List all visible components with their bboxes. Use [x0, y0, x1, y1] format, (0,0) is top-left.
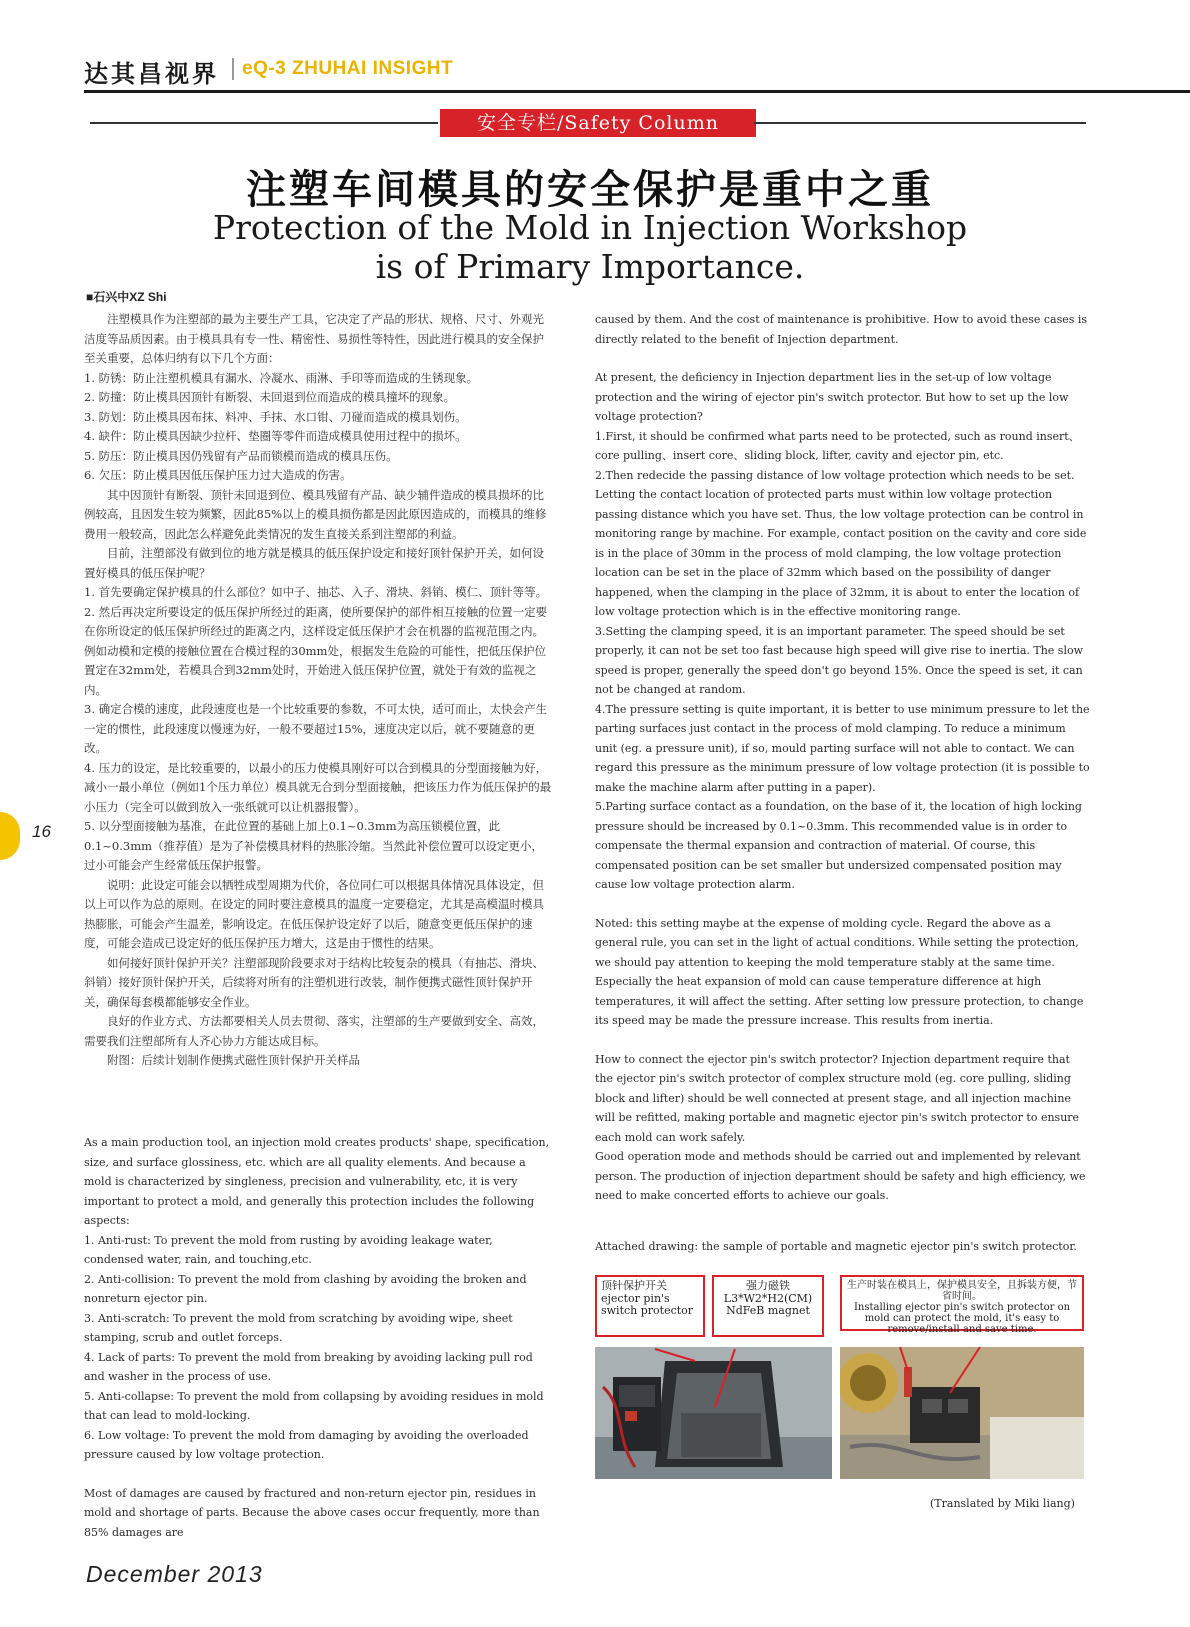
photo-installed-on-mold-graphic: [840, 1347, 1084, 1479]
cn-list-item: 5. 防压：防止模具因仍残留有产品而锁模而造成的模具压伤。: [84, 448, 398, 463]
en-step: 3.Setting the clamping speed, it is an important parameter. The speed should be set properly, it can not be set too fast because high speed will give rise to inertia. The slow speed is proper, generally the speed don't go beyond 15%. Once the speed is set, it can not be changed at random.: [595, 624, 1084, 696]
article-title-en-line2: is of Primary Importance.: [375, 247, 805, 286]
chinese-body: [84, 310, 554, 1071]
cn-paragraph: 说明：此设定可能会以牺牲成型周期为代价，各位同仁可以根据具体情况具体设定，但以上可以作为总的原则。在设定的同时要注意模具的温度一定要稳定，尤其是高模温时模具热膨胀，可能会产生温差，影响设定。在低压保护设定好了以后，随意变更低压保护的速度，可能会造成已设定好的低压保护压力增大，这是由于惯性的结果。: [84, 877, 544, 950]
cn-list-item: 3. 防划：防止模具因布抹、料冲、手抹、水口钳、刀碰而造成的模具划伤。: [84, 409, 467, 424]
magazine-name-cn: 达其昌视界: [84, 59, 219, 88]
article-title-en-line1: Protection of the Mold in Injection Workshop: [212, 208, 968, 247]
photo-switch-protector: [595, 1347, 832, 1479]
label-text-spec: L3*W2*H2(CM): [723, 1291, 813, 1305]
figure-label-installation: [840, 1275, 1084, 1335]
cn-list-item: 4. 缺件：防止模具因缺少拉杆、垫圈等零件而造成模具使用过程中的损坏。: [84, 429, 467, 443]
cn-list-item: 6. 欠压：防止模具因低压保护压力过大造成的伤害。: [84, 468, 352, 482]
en-list-item: 2. Anti-collision: To prevent the mold from clashing by avoiding the broken and nonreturn ejector pin.: [84, 1272, 527, 1305]
cn-step: 1. 首先要确定保护模具的什么部位？如中子、抽芯、入子、滑块、斜销、模仁、顶针等等。: [84, 585, 548, 599]
cn-step: 4. 压力的设定，是比较重要的，以最小的压力使模具刚好可以合到模具的分型面接触为好，减小一最小单位（例如1个压力单位）模具就无合到分型面接触，把该压力作为低压保护的最小压力（完全可以做到放入一张纸就可以让机器报警）。: [84, 760, 552, 814]
label-text-cn: 生产时装在模具上，保护模具安全，且拆装方便，节省时间。: [847, 1280, 1077, 1302]
english-body-right: [595, 310, 1090, 1206]
photo-switch-protector-graphic: [595, 1347, 832, 1479]
en-paragraph: At present, the deficiency in Injection department lies in the set-up of low voltage protection and the wiring of ejector pin's switch protector. But how to set up the low voltage protection?: [595, 371, 1069, 423]
en-paragraph: As a main production tool, an injection mold creates products' shape, specification, size, and surface glossiness, etc. which are all quality elements. And because a mold is characterized by singleness, precision and vulnerability, etc, it is very important to protect a mold, and generally this protection includes the following aspects:: [84, 1136, 550, 1227]
label-text-en: ejector pin's switch protector: [601, 1291, 694, 1317]
column-rule-left: [90, 122, 438, 124]
figure-caption: Attached drawing: the sample of portable and magnetic ejector pin's switch protector.: [595, 1240, 1077, 1253]
label-text-cn: 顶针保护开关: [601, 1279, 667, 1292]
label-text-en: Installing ejector pin's switch protector on mold can protect the mold, it's easy to remove/install and save time.: [853, 1302, 1071, 1335]
photo-installed-on-mold: [840, 1347, 1084, 1479]
figure-label-switch-protector: [595, 1275, 705, 1337]
en-step: 2.Then redecide the passing distance of low voltage protection which needs to be set. Letting the contact location of protected parts must within low voltage protection passing distance which you have set. Thus, the low voltage protection can be control in monitoring range by machine. For example, contact position on the cavity and core side is in the place of 30mm in the process of mold clamping, the low voltage protection location can be set in the place of 32mm which based on the possibility of danger happened, when the clamping in the place of 32mm, it is about to enter the location of low voltage protection which is in the effective monitoring range.: [595, 468, 1087, 618]
cn-paragraph: 如何接好顶针保护开关？注塑部现阶段要求对于结构比较复杂的模具（有抽芯、滑块、斜销）接好顶针保护开关，后续将对所有的注塑机进行改装，制作便携式磁性顶针保护开关，确保每套模都能够安全作业。: [84, 955, 544, 1009]
en-list-item: 4. Lack of parts: To prevent the mold from breaking by avoiding lacking pull rod and washer in the process of use.: [84, 1350, 533, 1383]
en-step: 4.The pressure setting is quite important, it is better to use minimum pressure to let the parting surfaces just contact in the process of mold clamping. To reduce a minimum unit (eg. a pressure unit), if so, mould parting surface will not able to contact. We can regard this pressure as the minimum pressure of low voltage protection (it is possible to make the machine alarm after putting in a paper).: [595, 702, 1090, 794]
en-paragraph: Noted: this setting maybe at the expense of molding cycle. Regard the above as a general rule, you can set in the light of actual conditions. While setting the protection, we should pay attention to keeping the mold temperature stably at the same time. Especially the heat expansion of mold can cause temperature difference at high temperatures, it will affect the setting. After setting low pressure protection, to change its speed may be made the pressure increase. This results from inertia.: [595, 916, 1084, 1027]
cn-step: 3. 确定合模的速度，此段速度也是一个比较重要的参数，不可太快，适可而止，太快会产生一定的惯性，此段速度以慢速为好，一般不要超过15%，速度决定以后，就不要随意的更改。: [84, 702, 548, 755]
en-paragraph: Most of damages are caused by fractured and non-return ejector pin, residues in mold and shortage of parts. Because the above cases occur frequently, more than 85% damages are: [84, 1486, 540, 1539]
en-step: 1.First, it should be confirmed what parts need to be protected, such as round insert、core pulling、insert core、sliding block, lifter, cavity and ejector pin, etc.: [595, 429, 1080, 462]
cn-step: 5. 以分型面接触为基准，在此位置的基础上加上0.1~0.3mm为高压锁模位置，此0.1~0.3mm（推荐值）是为了补偿模具材料的热胀冷缩。当然此补偿位置可以设定更小，过小可能会产生经常低压保护报警。: [84, 819, 544, 872]
en-list-item: 6. Low voltage: To prevent the mold from damaging by avoiding the overloaded pressure caused by low voltage protection.: [84, 1428, 529, 1461]
cn-paragraph: 注塑模具作为注塑部的最为主要生产工具，它决定了产品的形状、规格、尺寸、外观光洁度等品质因素。由于模具具有专一性、精密性、易损性等特性，因此进行模具的安全保护至关重要，总体归纳有以下几个方面：: [84, 312, 544, 365]
label-text-en: NdFeB magnet: [726, 1304, 810, 1317]
cn-step: 2. 然后再决定所要设定的低压保护所经过的距离，使所要保护的部件相互接触的位置一定要在你所设定的低压保护所经过的距离之内，这样设定低压保护才会在机器的监视范围之内。例如动模和定模的接触位置在合模过程的30mm处，根据发生危险的可能性，把低压保护位置定在32mm处，若模具合到32mm处时，开始进入低压保护位置，就处于有效的监视之内。: [84, 604, 548, 697]
cn-list-item: 2. 防撞：防止模具因顶针有断裂、未回退到位而造成的模具撞坏的现象。: [84, 390, 456, 404]
cn-paragraph: 附图：后续计划制作便携式磁性顶针保护开关样品: [107, 1053, 360, 1067]
label-text-cn: 强力磁铁: [746, 1279, 790, 1292]
issue-date: December 2013: [86, 1561, 263, 1587]
page-number: 16: [32, 822, 51, 841]
en-paragraph: How to connect the ejector pin's switch protector? Injection department require that the ejector pin's switch protector of complex structure mold (eg. core pulling, sliding block and lifter) should be well connected at present stage, and all injection machine will be refitted, making portable and magnetic ejector pin's switch protector to ensure each mold can work safely.: [595, 1052, 1080, 1144]
column-banner: 安全专栏/Safety Column: [440, 109, 756, 137]
cn-list-item: 1. 防锈：防止注塑机模具有漏水、冷凝水、雨淋、手印等而造成的生锈现象。: [84, 370, 479, 385]
cn-paragraph: 其中因顶针有断裂、顶针未回退到位、模具残留有产品、缺少辅件造成的模具损坏的比例较高，且因发生较为频繁，因此85%以上的模具损伤都是因此原因造成的，而模具的维修费用一般较高，因此怎么样避免此类情况的发生直接关系到注塑部的利益。: [84, 487, 547, 541]
cn-paragraph: 良好的作业方式、方法都要相关人员去贯彻、落实，注塑部的生产要做到安全、高效，需要我们注塑部所有人齐心协力方能达成目标。: [84, 1014, 544, 1048]
cn-paragraph: 目前，注塑部没有做到位的地方就是模具的低压保护设定和接好顶针保护开关，如何设置好模具的低压保护呢？: [84, 546, 544, 580]
en-list-item: 1. Anti-rust: To prevent the mold from rusting by avoiding leakage water, condensed water, rain, and touching,etc.: [84, 1233, 493, 1266]
magazine-name-en: eQ-3 ZHUHAI INSIGHT: [242, 58, 454, 79]
en-paragraph: Good operation mode and methods should be carried out and implemented by relevant person. The production of injection department should be safety and high efficiency, we need to make concerted efforts to achieve our goals.: [595, 1150, 1086, 1202]
header-rule: [84, 90, 1190, 93]
page-tab-marker: [0, 812, 20, 860]
header-separator: [232, 58, 234, 80]
en-list-item: 5. Anti-collapse: To prevent the mold from collapsing by avoiding residues in mold that can lead to mold-locking.: [84, 1389, 544, 1422]
en-list-item: 3. Anti-scratch: To prevent the mold from scratching by avoiding wipe, sheet stamping, scrub and outlet forceps.: [84, 1311, 513, 1344]
column-rule-right: [754, 122, 1086, 124]
english-body-left: [84, 1133, 554, 1542]
figure-label-magnet: [712, 1275, 824, 1337]
en-step: 5.Parting surface contact as a foundation, on the base of it, the location of high locking pressure should be increased by 0.1~0.3mm. This recommended value is in order to compensate the thermal expansion and contraction of material. Of course, this compensated position can be set smaller but undersized compensated position may cause low voltage protection alarm.: [595, 800, 1082, 891]
author-byline: ■石兴中XZ Shi: [86, 290, 167, 304]
en-paragraph: caused by them. And the cost of maintenance is prohibitive. How to avoid these cases is directly related to the benefit of Injection department.: [595, 313, 1088, 346]
article-title-cn: 注塑车间模具的安全保护是重中之重: [246, 166, 934, 213]
translator-credit: (Translated by Miki liang): [930, 1497, 1075, 1510]
